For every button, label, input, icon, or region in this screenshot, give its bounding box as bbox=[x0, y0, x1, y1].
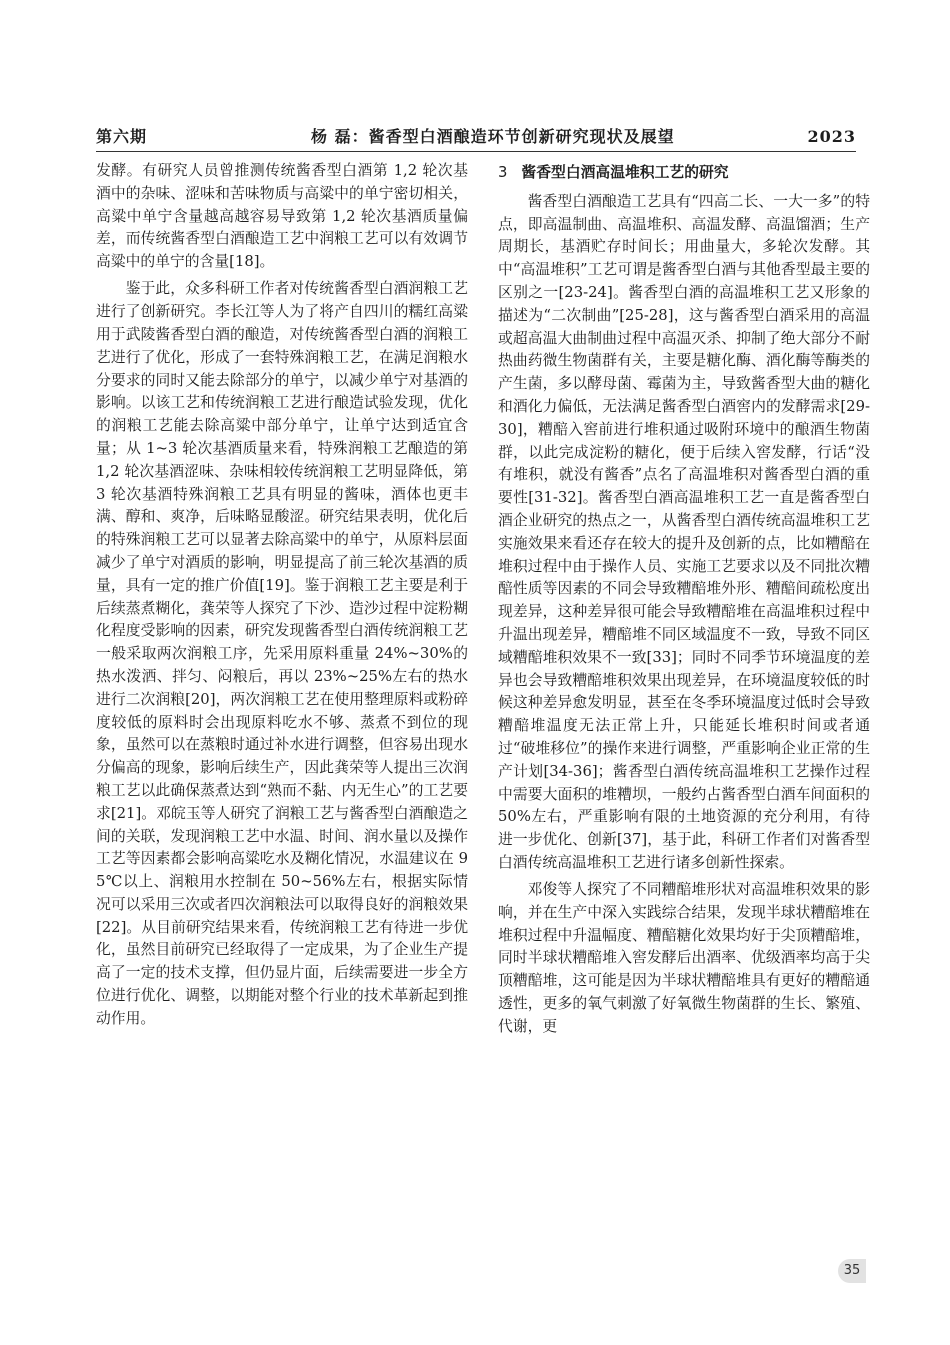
year-label: 2023 bbox=[807, 127, 856, 146]
paragraph: 发酵。有研究人员曾推测传统酱香型白酒第 1,2 轮次基酒中的杂味、涩味和苦味物质与高粱中的单宁密切相关，高粱中单宁含量越高越容易导致第 1,2 轮次基酒质量偏差，而传统酱香型白酒酿造工艺中润粮工艺可以有效调节高粱中的单宁的含量[18]。 bbox=[96, 162, 468, 271]
running-header bbox=[96, 127, 856, 151]
paragraph: 鉴于此，众多科研工作者对传统酱香型白酒润粮工艺进行了创新研究。李长江等人为了将产自四川的糯红高粱用于武陵酱香型白酒的酿造，对传统酱香型白酒的润粮工艺进行了优化，形成了一套特殊润粮工艺，在满足润粮水分要求的同时又能去除部分的单宁，以减少单宁对基酒的影响。以该工艺和传统润粮工艺进行酿造试验发现，优化的润粮工艺能去除高粱中部分单宁，让单宁达到适宜含量；从 1~3 轮次基酒质量来看，特殊润粮工艺酿造的第 1,2 轮次基酒涩味、杂味相较传统润粮工艺明显降低，第 3 轮次基酒特殊润粮工艺具有明显的酱味，酒体也更丰满、醇和、爽净，后味略显酸涩。研究结果表明，优化后的特殊润粮工艺可以显著去除高粱中的单宁，从原料层面减少了单宁对酒质的影响，明显提高了前三轮次基酒的质量，具有一定的推广价值[19]。鉴于润粮工艺主要是利于后续蒸煮糊化，龚荣等人探究了下沙、造沙过程中淀粉糊化程度受影响的因素，研究发现酱香型白酒传统润粮工艺一般采取两次润粮工序，先采用原料重量 24%~30%的热水泼洒、拌匀、闷粮后，再以 23%~25%左右的热水进行二次润粮[20]，两次润粮工艺在使用整理原料或粉碎度较低的原料时会出现原料吃水不够、蒸煮不到位的现象，虽然可以在蒸粮时通过补水进行调整，但容易出现水分偏高的现象，影响后续生产，因此龚荣等人提出三次润粮工艺以此确保蒸煮达到“熟而不黏、内无生心”的工艺要求[21]。邓皖玉等人研究了润粮工艺与酱香型白酒酿造之间的关联，发现润粮工艺中水温、时间、润水量以及操作工艺等因素都会影响高粱吃水及糊化情况，水温建议在 95℃以上、润粮用水控制在 50~56%左右，根据实际情况可以采用三次或者四次润粮法可以取得良好的润粮效果[22]。从目前研究结果来看，传统润粮工艺有待进一步优化，虽然目前研究已经取得了一定成果，为了企业生产提高了一定的技术支撑，但仍显片面，后续需要进一步全方位进行优化、调整，以期能对整个行业的技术革新起到推动作用。 bbox=[96, 280, 468, 1027]
section-number: 3 bbox=[498, 164, 508, 181]
page-number: 35 bbox=[838, 1259, 866, 1283]
header-rule bbox=[96, 151, 856, 152]
right-column bbox=[498, 162, 870, 1043]
left-column bbox=[96, 160, 468, 1035]
section-heading bbox=[498, 162, 870, 185]
issue-label: 第六期 bbox=[96, 127, 148, 146]
section-title: 酱香型白酒高温堆积工艺的研究 bbox=[521, 164, 729, 181]
header-title: 杨 磊：酱香型白酒酿造环节创新研究现状及展望 bbox=[311, 127, 675, 146]
paragraph: 酱香型白酒酿造工艺具有“四高二长、一大一多”的特点，即高温制曲、高温堆积、高温发酵、高温馏酒；生产周期长，基酒贮存时间长；用曲量大，多轮次发酵。其中“高温堆积”工艺可谓是酱香型白酒与其他香型最主要的区别之一[23-24]。酱香型白酒的高温堆积工艺又形象的描述为“二次制曲”[25-28]，这与酱香型白酒采用的高温或超高温大曲制曲过程中高温灭杀、抑制了绝大部分不耐热曲药微生物菌群有关，主要是糖化酶、酒化酶等酶类的产生菌，多以酵母菌、霉菌为主，导致酱香型大曲的糖化和酒化力偏低，无法满足酱香型白酒窖内的发酵需求[29-30]，糟醅入窖前进行堆积通过吸附环境中的酿酒生物菌群，以此完成淀粉的糖化，便于后续入窖发酵，行话“没有堆积，就没有酱香”点名了高温堆积对酱香型白酒的重要性[31-32]。酱香型白酒高温堆积工艺一直是酱香型白酒企业研究的热点之一，从酱香型白酒传统高温堆积工艺实施效果来看还存在较大的提升及创新的点，比如糟醅在堆积过程中由于操作人员、实施工艺要求以及不同批次糟醅性质等因素的不同会导致糟醅堆外形、糟醅间疏松度出现差异，这种差异很可能会导致糟醅堆在高温堆积过程中升温出现差异，糟醅堆不同区域温度不一致，导致不同区域糟醅堆积效果不一致[33]；同时不同季节环境温度的差异也会导致糟醅堆积效果出现差异，在环境温度较低的时候这种差异愈发明显，甚至在冬季环境温度过低时会导致糟醅堆温度无法正常上升，只能延长堆积时间或者通过“破堆移位”的操作来进行调整，严重影响企业正常的生产计划[34-36]；酱香型白酒传统高温堆积工艺操作过程中需要大面积的堆糟坝，一般约占酱香型白酒车间面积的 50%左右，严重影响有限的土地资源的充分利用，有待进一步优化、创新[37]，基于此，科研工作者们对酱香型白酒传统高温堆积工艺进行诸多创新性探索。 bbox=[498, 192, 870, 871]
paragraph: 邓俊等人探究了不同糟醅堆形状对高温堆积效果的影响，并在生产中深入实践综合结果，发现半球状糟醅堆在堆积过程中升温幅度、糟醅糖化效果均好于尖顶糟醅堆，同时半球状糟醅堆入窖发酵后出酒率、优级酒率均高于尖顶糟醅堆，这可能是因为半球状糟醅堆具有更好的糟醅通透性，更多的氧气刺激了好氧微生物菌群的生长、繁殖、代谢，更 bbox=[498, 881, 870, 1035]
